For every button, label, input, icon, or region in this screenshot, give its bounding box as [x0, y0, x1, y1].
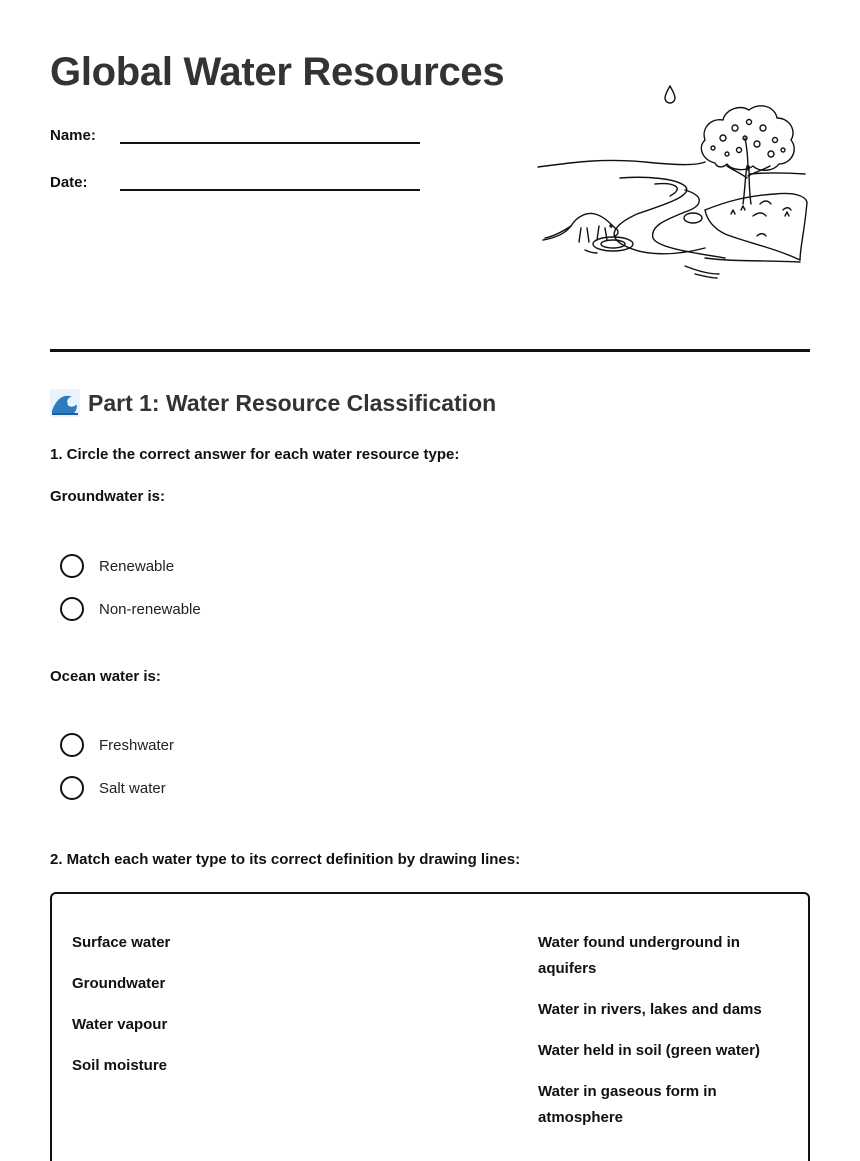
date-field	[50, 169, 420, 191]
name-field	[50, 122, 420, 144]
question-1-prompt: 1. Circle the correct answer for each water resource type:	[50, 446, 460, 463]
option-renewable[interactable]	[60, 554, 174, 578]
term-item[interactable]: Surface water	[72, 934, 171, 951]
part1-title: Part 1: Water Resource Classification	[88, 389, 497, 416]
option-label: Freshwater	[99, 736, 175, 754]
river-landscape-illustration	[535, 78, 810, 288]
option-freshwater[interactable]	[60, 733, 174, 757]
term-item[interactable]: Groundwater	[72, 975, 166, 992]
term-item[interactable]: Soil moisture	[72, 1057, 168, 1074]
name-label: Name:	[50, 127, 96, 144]
part1-heading	[50, 389, 496, 417]
ocean-water-question: Ocean water is:	[50, 668, 161, 685]
question-2-prompt: 2. Match each water type to its correct definition by drawing lines:	[50, 851, 521, 868]
definition-item[interactable]: Water held in soil (green water)	[538, 1042, 760, 1059]
definition-item[interactable]: Water in rivers, lakes and dams	[538, 1001, 762, 1018]
option-label: Renewable	[99, 557, 175, 575]
matching-box	[50, 892, 810, 1161]
section-divider	[50, 349, 810, 352]
definition-item[interactable]: Water found underground in aquifers	[538, 934, 740, 977]
option-non-renewable[interactable]	[60, 597, 201, 621]
worksheet-title: Global Water Resources	[50, 50, 505, 94]
option-circle[interactable]	[60, 776, 84, 800]
date-write-line[interactable]	[120, 169, 420, 191]
option-circle[interactable]	[60, 597, 84, 621]
water-wave-icon	[50, 389, 80, 417]
definitions-column	[538, 930, 788, 1146]
definition-item[interactable]: Water in gaseous form in atmosphere	[538, 1083, 717, 1126]
terms-column	[72, 930, 372, 1094]
term-item[interactable]: Water vapour	[72, 1016, 168, 1033]
option-circle[interactable]	[60, 733, 84, 757]
name-write-line[interactable]	[120, 122, 420, 144]
option-circle[interactable]	[60, 554, 84, 578]
groundwater-question: Groundwater is:	[50, 488, 166, 505]
option-label: Non-renewable	[99, 600, 201, 618]
option-label: Salt water	[99, 779, 166, 797]
option-salt-water[interactable]	[60, 776, 166, 800]
date-label: Date:	[50, 174, 88, 191]
